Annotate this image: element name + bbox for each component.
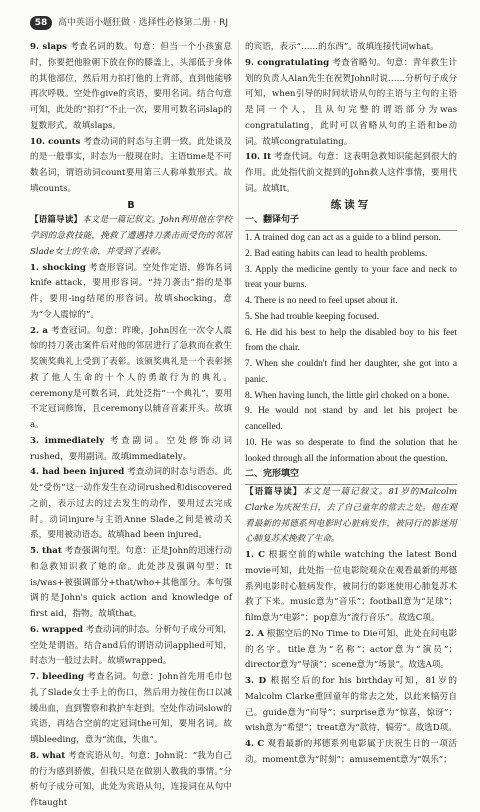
- right-column: [245, 40, 458, 765]
- translation-sentence: 10. He was so desperate to find the solution that he looked through all the information about the question.: [245, 437, 457, 464]
- translation-sentence: 2. Bad eating habits can lead to health problems.: [245, 248, 428, 259]
- answer-explanation: 考查名词。句意：John首先用毛巾包扎了Slade女士手上的伤口，然后用力按住伤口以减缓出血，直到警察和救护车赶到。空处作动词slow的宾语，再结合空前的定冠词the可知，要用名词。故填bleeding，意为“流血，失血”。: [30, 672, 233, 745]
- answer-key: 2. A: [245, 628, 264, 639]
- answer-explanation: 考查动词的时态与语态。此处“受伤”这一动作发生在动词rushed和discovered之前，表示过去的过去发生的动作，要用过去完成时。动词injure与主语Anne Slade之间是被动关系，要用被动语态。故填had been injured。: [30, 467, 232, 541]
- answer-explanation: 考查形容词。空处作定语，修饰名词knife attack，要用形容词。“持刀袭击”指的是事件，要用-ing结尾的形容词。故填shocking，意为“令人震惊的”。: [30, 262, 232, 320]
- answer-key: 1. shocking: [30, 262, 86, 273]
- answer-key: 5. that: [30, 546, 62, 556]
- answer-explanation: 考查动词的时态与主谓一致。此处谈及的是一般事实，时态为一般现在时。主语time是不可数名词，谓语动词count要用第三人称单数形式。故填counts。: [30, 136, 232, 194]
- translation-sentence: 3. Apply the medicine gently to your face and neck to treat your burns.: [245, 264, 457, 291]
- answer-item: [30, 135, 232, 198]
- series-title: 高中英语小题狂做 · 选择性必修第二册 · RJ: [58, 18, 229, 28]
- answer-key: 7. bleeding: [30, 672, 85, 682]
- answer-item: [30, 670, 232, 749]
- page-number-badge: 58: [30, 16, 52, 30]
- answer-item: [245, 737, 457, 769]
- answer-key: 4. had been injured: [30, 467, 125, 478]
- answer-key: 9. congratulating: [245, 57, 330, 68]
- answer-key: 3. immediately: [30, 435, 105, 446]
- answer-item: [245, 548, 457, 627]
- answer-explanation: 根据空前的while watching the latest Bond movie可知，此处指一位电影院观众在观看最新的邦德系列电影时心脏病发作，被同行的影迷使用心肺复苏术救了下来。music意为“音乐”；football意为“足球”；film意为“电影”；pop意为“流行音乐”。故选C项。: [245, 550, 458, 623]
- answer-explanation: 考查宾语从句。句意：John说：“我为自己的行为感到骄傲，但我只是在做别人教我的事情。”分析句子成分可知，此处为宾语从句，连接词在从句中作taught: [30, 750, 232, 808]
- translation-sentence: 1. A trained dog can act as a guide to a blind person.: [245, 233, 441, 243]
- translation-sentence: 4. There is no need to feel upset about it.: [245, 296, 398, 306]
- translation-sentence: 9. He would not stand by and let his project be cancelled.: [245, 406, 457, 432]
- answer-item: [30, 544, 232, 623]
- answer-explanation: 考查冠词。句意：昨晚，John因在一次令人震惊的持刀袭击案件后对他的邻居进行了急救而在救生奖颁奖典礼上受到了表彰。该颁奖典礼是一个表彰拯救了他人生命的十个人的勇敢行为的典礼。ceremony是可数名词，此处泛指“一个典礼”，要用不定冠词修饰，且ceremony以辅音音素开头。故填a。: [30, 325, 232, 430]
- translation-sentence: 6. He did his best to help the disabled boy to his feet from the chair.: [245, 327, 457, 354]
- translation-sentence: 5. She had trouble keeping focused.: [245, 311, 380, 322]
- answer-item: [30, 40, 232, 135]
- answer-key: 3. D: [245, 676, 267, 686]
- guide-text: 本文是一篇记叙文。81岁的Malcolm Clarke为庆祝生日，去了自己童年的常去之处。他在观看最新的邦德系列电影时心脏病发作，被同行的影迷用心肺复苏术挽救了生命。: [245, 487, 457, 545]
- answer-item: [245, 674, 457, 737]
- guide-tag: 【语篇导读】: [245, 487, 303, 497]
- translation-sentence: 8. When having lunch, the little girl choked on a bone.: [245, 390, 450, 401]
- reading-guide: [30, 213, 232, 260]
- answer-key: 2. a: [30, 325, 48, 336]
- section-b-heading: B: [127, 199, 135, 211]
- left-column: [30, 40, 233, 808]
- answer-key: 1. C: [245, 550, 265, 560]
- answer-explanation: 考查副词。空处修饰动词rushed，要用副词。故填immediately。: [30, 435, 232, 462]
- answer-item: [30, 261, 232, 324]
- answer-key: 4. C: [245, 739, 265, 749]
- answer-item: [245, 150, 457, 197]
- answer-explanation: 考查代词。句意：这表明急救知识能起到很大的作用。此处指代前文提到的John救人这件事情，要用代词。故填It。: [245, 152, 457, 194]
- answer-key: 10. It: [245, 152, 272, 163]
- answer-explanation: 考查省略句。句意：青年救生计划的负责人Alan先生在祝贺John时说……分析句子成分可知，when引导的时间状语从句的主语与主句的主语是同一个人，且从句完整的谓语部分为was congratulating，此时可以省略从句的主语和be动词。故填congratulating。: [245, 57, 457, 147]
- answer-explanation: 考查强调句型。句意：正是John的迅速行动和急救知识救了她的命。此处涉及强调句型：It is/was+被强调部分+that/who+其他部分。本句强调的是John's quick action and knowledge of first aid，指物。故填that。: [30, 546, 232, 619]
- answer-continuation: 的宾语，表示“……的东西”。故填连接代词what。: [245, 42, 439, 52]
- answer-explanation: 观看最新的邦德系列电影属于庆祝生日的一项活动。moment意为“时刻”；amusement意为“娱乐”；: [245, 739, 457, 765]
- guide-tag: 【语篇导读】: [30, 215, 83, 226]
- answer-key: 10. counts: [30, 136, 81, 147]
- answer-item: [30, 749, 232, 812]
- column-divider: [238, 40, 239, 700]
- cloze-subheading: 二、完形填空: [245, 467, 457, 485]
- answer-item: [30, 324, 232, 434]
- translation-subheading: 一、翻译句子: [245, 213, 457, 231]
- answer-explanation: 考查名词的数。句意：但当一个小孩蜜息时，你要把他脸朝下放在你的膝盖上，头部低于身体的其他部位，然后用力拍打他的上背部，直到他能够再次呼吸。空处作give的宾语，要用名词。结合句意可知，此处的“拍打”不止一次，要用可数名词slap的复数形式。故填slaps。: [30, 42, 233, 131]
- reading-guide: [245, 485, 457, 548]
- guide-text: 本文是一篇记叙文。John利用他在学校学到的急救技能，挽救了遭遇持刀袭击而受伤的邻居Slade女士的生命，并受到了表彰。: [30, 215, 232, 257]
- answer-key: 9. slaps: [30, 42, 67, 52]
- answer-explanation: 考查动词的时态。分析句子成分可知，空处是谓语。结合and后的谓语动词applied可知，时态为一般过去时。故填wrapped。: [30, 624, 232, 667]
- practice-section-title: 练读写: [330, 198, 372, 211]
- answer-key: 6. wrapped: [30, 624, 83, 635]
- answer-item: [30, 623, 232, 670]
- answer-explanation: 根据空后的No Time to Die可知，此处在问电影的名字。title意为“名称”；actor意为“演员”；director意为“导演”；scene意为“场景”。故选A项。: [245, 628, 457, 671]
- answer-key: 8. what: [30, 750, 66, 761]
- page-header: [30, 0, 460, 34]
- answer-item: [30, 434, 232, 466]
- answer-item: [30, 465, 232, 544]
- answer-explanation: 根据空后的for his birthday可知，81岁的Malcolm Clarke重回童年的常去之处，以此来犒劳自己。guide意为“向导”；surprise意为“惊喜，惊讶”；wish意为“希望”；treat意为“款待，犒劳”。故选D项。: [245, 676, 457, 734]
- answer-item: [245, 56, 457, 151]
- translation-sentence: 7. When she couldn't find her daughter, she got into a panic.: [245, 359, 457, 385]
- answer-item: [245, 627, 457, 674]
